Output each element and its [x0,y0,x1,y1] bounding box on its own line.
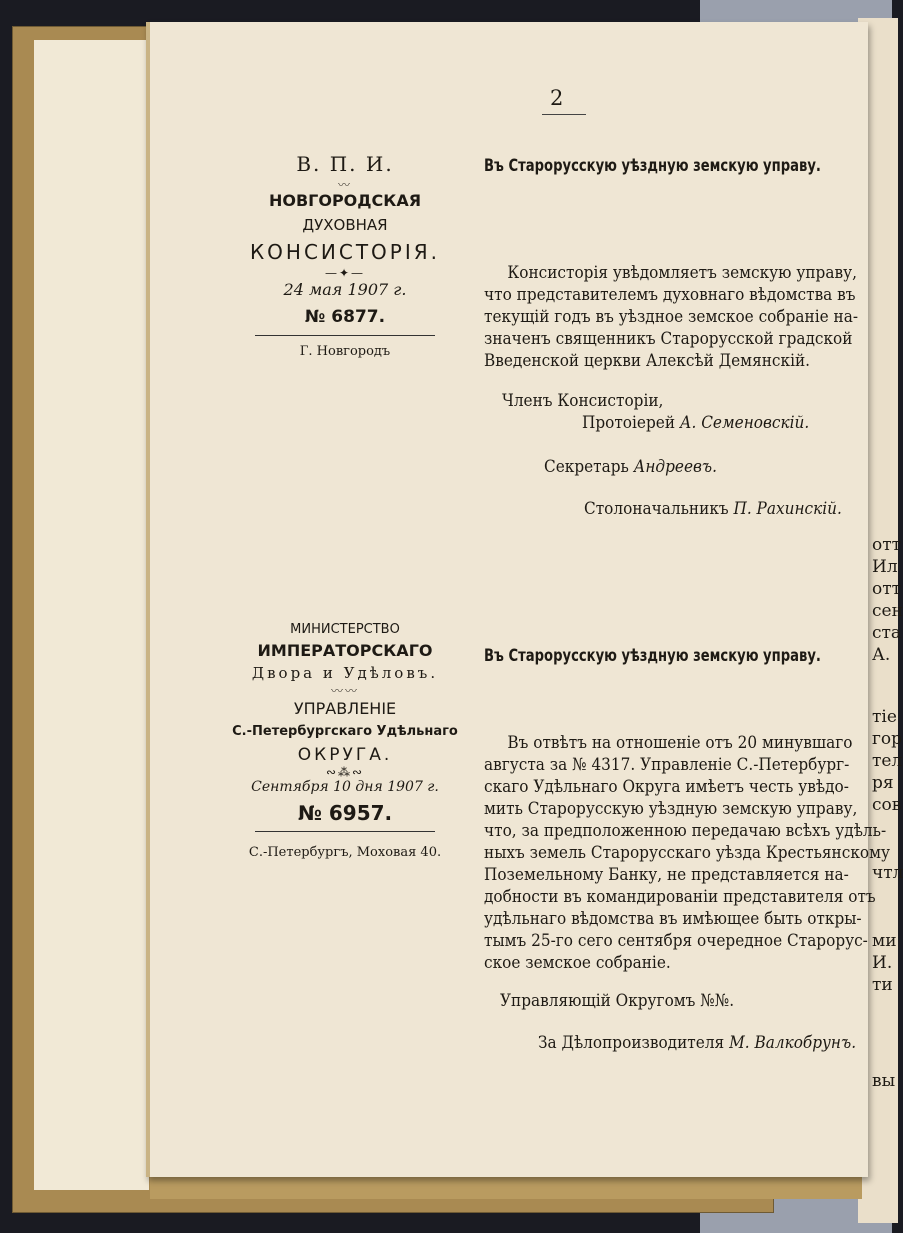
clerk-2-title: За Дѣлопроизводителя [538,1033,725,1053]
header-ministry: МИНИСТЕРСТВО [290,622,400,637]
clerk-name: П. Рахинскій. [733,499,842,519]
signature-member-line [582,412,809,434]
signature-clerk [584,498,842,520]
body-line: тымъ 25-го сего сентября очередное Старорус- [484,931,868,951]
body-line: ныхъ земель Старорусскаго уѣзда Крестьянскому [484,843,891,863]
body-line: Введенской церкви Алексѣй Демянскій. [484,351,811,371]
header-imperial: ИМПЕРАТОРСКАГО [257,641,433,660]
clerk-title: Столоначальникъ [584,499,729,519]
next-page-fragment: сен [872,601,903,621]
next-page-fragment: тіе [872,707,897,727]
page-number: 2 [550,86,564,110]
next-page-fragment: И. [872,953,893,973]
cover-inner-paper [34,40,149,1190]
addressee-2: Въ Старорусскую уѣздную земскую управу. [484,646,821,666]
header-rule-2 [255,831,435,835]
body-line: мить Старорусскую уѣздную земскую управу, [484,799,858,819]
signature-name: А. Семеновскій. [679,413,810,433]
next-page-fragment: сов [872,795,902,815]
letter-number-2: № 6957. [297,801,393,825]
signature-clerk-2 [538,1032,856,1054]
body-line: августа за № 4317. Управленіе С.-Петербург- [484,755,850,775]
next-page-fragment: вы [872,1071,896,1091]
header-administration: УПРАВЛЕНІЕ [293,699,397,718]
body-line: добности въ командированіи представителя отъ [484,887,876,907]
header-initials: В. П. И. [296,152,394,176]
letter-number: № 6877. [304,307,386,327]
next-page-fragment: ти [872,975,893,995]
signature-member: Членъ Консисторіи, [502,391,664,411]
letter-date-2: Сентября 10 дня 1907 г. [251,779,439,795]
secretary-name: Андреевъ. [633,457,717,477]
letter-place: Г. Новгородъ [299,344,391,359]
header-district-name: С.-Петербургскаго Удѣльнаго [232,724,458,739]
addressee: Въ Старорусскую уѣздную земскую управу. [484,156,821,176]
signature-secretary [544,456,717,478]
body-line: Поземельному Банку, не представляется на- [484,865,849,885]
next-page-fragment: гор [872,729,903,749]
header-ornament-3: 〰〰 [330,684,359,698]
header-ornament-4: ∾⁂∾ [325,765,365,779]
header-spiritual: ДУХОВНАЯ [302,216,388,234]
header-city: НОВГОРОДСКАЯ [268,191,422,210]
next-page-fragment: отт [872,535,902,555]
body-line: Консисторія увѣдомляетъ земскую управу, [507,263,857,283]
body-line: значенъ священникъ Старорусской градской [484,329,853,349]
body-line: удѣльнаго вѣдомства въ имѣющее быть откры- [484,909,862,929]
page-bottom-shadow [150,1177,862,1199]
signature-rank: Протоіерей [582,413,676,433]
letter-date: 24 мая 1907 г. [283,280,407,299]
header-ornament-2: —✦— [324,266,366,280]
next-page-fragment: Ил [872,557,898,577]
next-page-fragment: тел [872,751,903,771]
body-line: Въ отвѣтъ на отношеніе отъ 20 минувшаго [507,733,853,753]
letter-place-2: С.-Петербургъ, Моховая 40. [248,845,442,860]
secretary-title: Секретарь [544,457,629,477]
body-line: что представителемъ духовнаго вѣдомства въ [484,285,856,305]
page-number-rule [542,114,586,115]
next-page-fragment: чтл [872,863,903,883]
next-page-fragment: ста [872,623,902,643]
consistory-header [220,152,470,359]
body-line: что, за предположенною передачаю всѣхъ удѣль- [484,821,887,841]
header-ornament: 〰 [337,178,352,192]
next-page-fragment: А. [872,645,891,665]
header-court: Двора и Удѣловъ. [251,664,439,682]
header-district: ОКРУГА. [297,745,393,765]
body-line: текущій годъ въ уѣздное земское собраніе на- [484,307,859,327]
letter-body [484,262,858,372]
next-page-fragment: отт [872,579,902,599]
signature-manager: Управляющій Округомъ №№. [500,991,735,1011]
body-line: скаго Удѣльнаго Округа имѣетъ честь увѣдо- [484,777,849,797]
header-rule [255,335,435,336]
clerk-2-name: М. Валкобрунъ. [729,1033,857,1053]
ministry-header [220,622,470,860]
header-consistory: КОНСИСТОРІЯ. [249,240,441,264]
next-page-fragment: ми [872,931,897,951]
next-page-fragment: ря [872,773,894,793]
body-line: ское земское собраніе. [484,953,671,973]
